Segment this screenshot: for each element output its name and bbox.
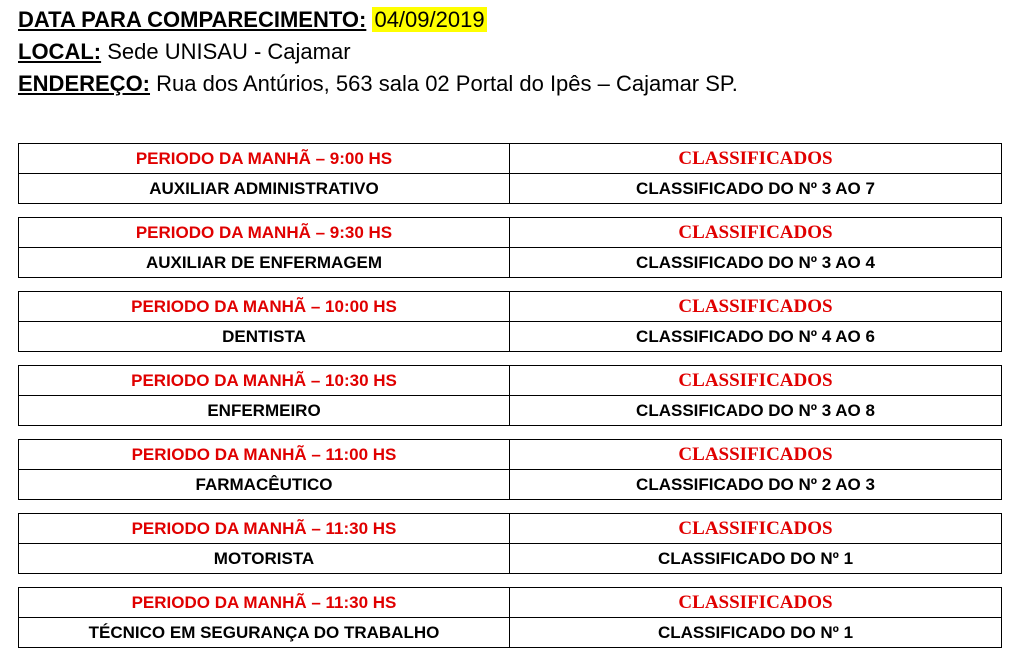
role-cell: AUXILIAR DE ENFERMAGEM xyxy=(19,248,510,278)
table-row xyxy=(19,322,1002,352)
classified-heading: CLASSIFICADOS xyxy=(510,366,1002,396)
schedule-table xyxy=(18,513,1002,574)
table-row xyxy=(19,292,1002,322)
address-line xyxy=(18,68,1018,100)
role-cell: ENFERMEIRO xyxy=(19,396,510,426)
classified-heading: CLASSIFICADOS xyxy=(510,144,1002,174)
schedule-table xyxy=(18,217,1002,278)
role-cell: AUXILIAR ADMINISTRATIVO xyxy=(19,174,510,204)
address-value: Rua dos Antúrios, 563 sala 02 Portal do Ipês – Cajamar SP. xyxy=(156,71,738,96)
date-line xyxy=(18,4,1018,36)
date-label: DATA PARA COMPARECIMENTO: xyxy=(18,7,367,32)
table-row xyxy=(19,218,1002,248)
period-cell: PERIODO DA MANHÃ – 11:30 HS xyxy=(19,588,510,618)
classified-heading: CLASSIFICADOS xyxy=(510,514,1002,544)
local-line xyxy=(18,36,1018,68)
range-cell: CLASSIFICADO DO Nº 4 AO 6 xyxy=(510,322,1002,352)
table-row xyxy=(19,514,1002,544)
table-row xyxy=(19,396,1002,426)
document-header xyxy=(18,4,1018,100)
table-row xyxy=(19,588,1002,618)
range-cell: CLASSIFICADO DO Nº 2 AO 3 xyxy=(510,470,1002,500)
table-row xyxy=(19,440,1002,470)
role-cell: FARMACÊUTICO xyxy=(19,470,510,500)
table-row xyxy=(19,174,1002,204)
period-cell: PERIODO DA MANHÃ – 10:30 HS xyxy=(19,366,510,396)
address-label: ENDEREÇO: xyxy=(18,71,151,96)
schedule-table xyxy=(18,365,1002,426)
period-cell: PERIODO DA MANHÃ – 11:30 HS xyxy=(19,514,510,544)
classified-heading: CLASSIFICADOS xyxy=(510,218,1002,248)
schedule-table xyxy=(18,587,1002,648)
schedule-table xyxy=(18,143,1002,204)
period-cell: PERIODO DA MANHÃ – 11:00 HS xyxy=(19,440,510,470)
table-row xyxy=(19,470,1002,500)
range-cell: CLASSIFICADO DO Nº 1 xyxy=(510,544,1002,574)
classified-heading: CLASSIFICADOS xyxy=(510,292,1002,322)
schedule-table xyxy=(18,439,1002,500)
range-cell: CLASSIFICADO DO Nº 3 AO 8 xyxy=(510,396,1002,426)
period-cell: PERIODO DA MANHÃ – 9:00 HS xyxy=(19,144,510,174)
role-cell: MOTORISTA xyxy=(19,544,510,574)
role-cell: DENTISTA xyxy=(19,322,510,352)
local-value: Sede UNISAU - Cajamar xyxy=(107,39,351,64)
table-row xyxy=(19,144,1002,174)
classified-heading: CLASSIFICADOS xyxy=(510,588,1002,618)
range-cell: CLASSIFICADO DO Nº 3 AO 4 xyxy=(510,248,1002,278)
local-label: LOCAL: xyxy=(18,39,102,64)
role-cell: TÉCNICO EM SEGURANÇA DO TRABALHO xyxy=(19,618,510,648)
schedule-list xyxy=(18,143,1002,661)
table-row xyxy=(19,544,1002,574)
table-row xyxy=(19,248,1002,278)
date-value: 04/09/2019 xyxy=(374,7,485,32)
period-cell: PERIODO DA MANHÃ – 10:00 HS xyxy=(19,292,510,322)
classified-heading: CLASSIFICADOS xyxy=(510,440,1002,470)
range-cell: CLASSIFICADO DO Nº 1 xyxy=(510,618,1002,648)
range-cell: CLASSIFICADO DO Nº 3 AO 7 xyxy=(510,174,1002,204)
period-cell: PERIODO DA MANHÃ – 9:30 HS xyxy=(19,218,510,248)
table-row xyxy=(19,366,1002,396)
table-row xyxy=(19,618,1002,648)
schedule-table xyxy=(18,291,1002,352)
